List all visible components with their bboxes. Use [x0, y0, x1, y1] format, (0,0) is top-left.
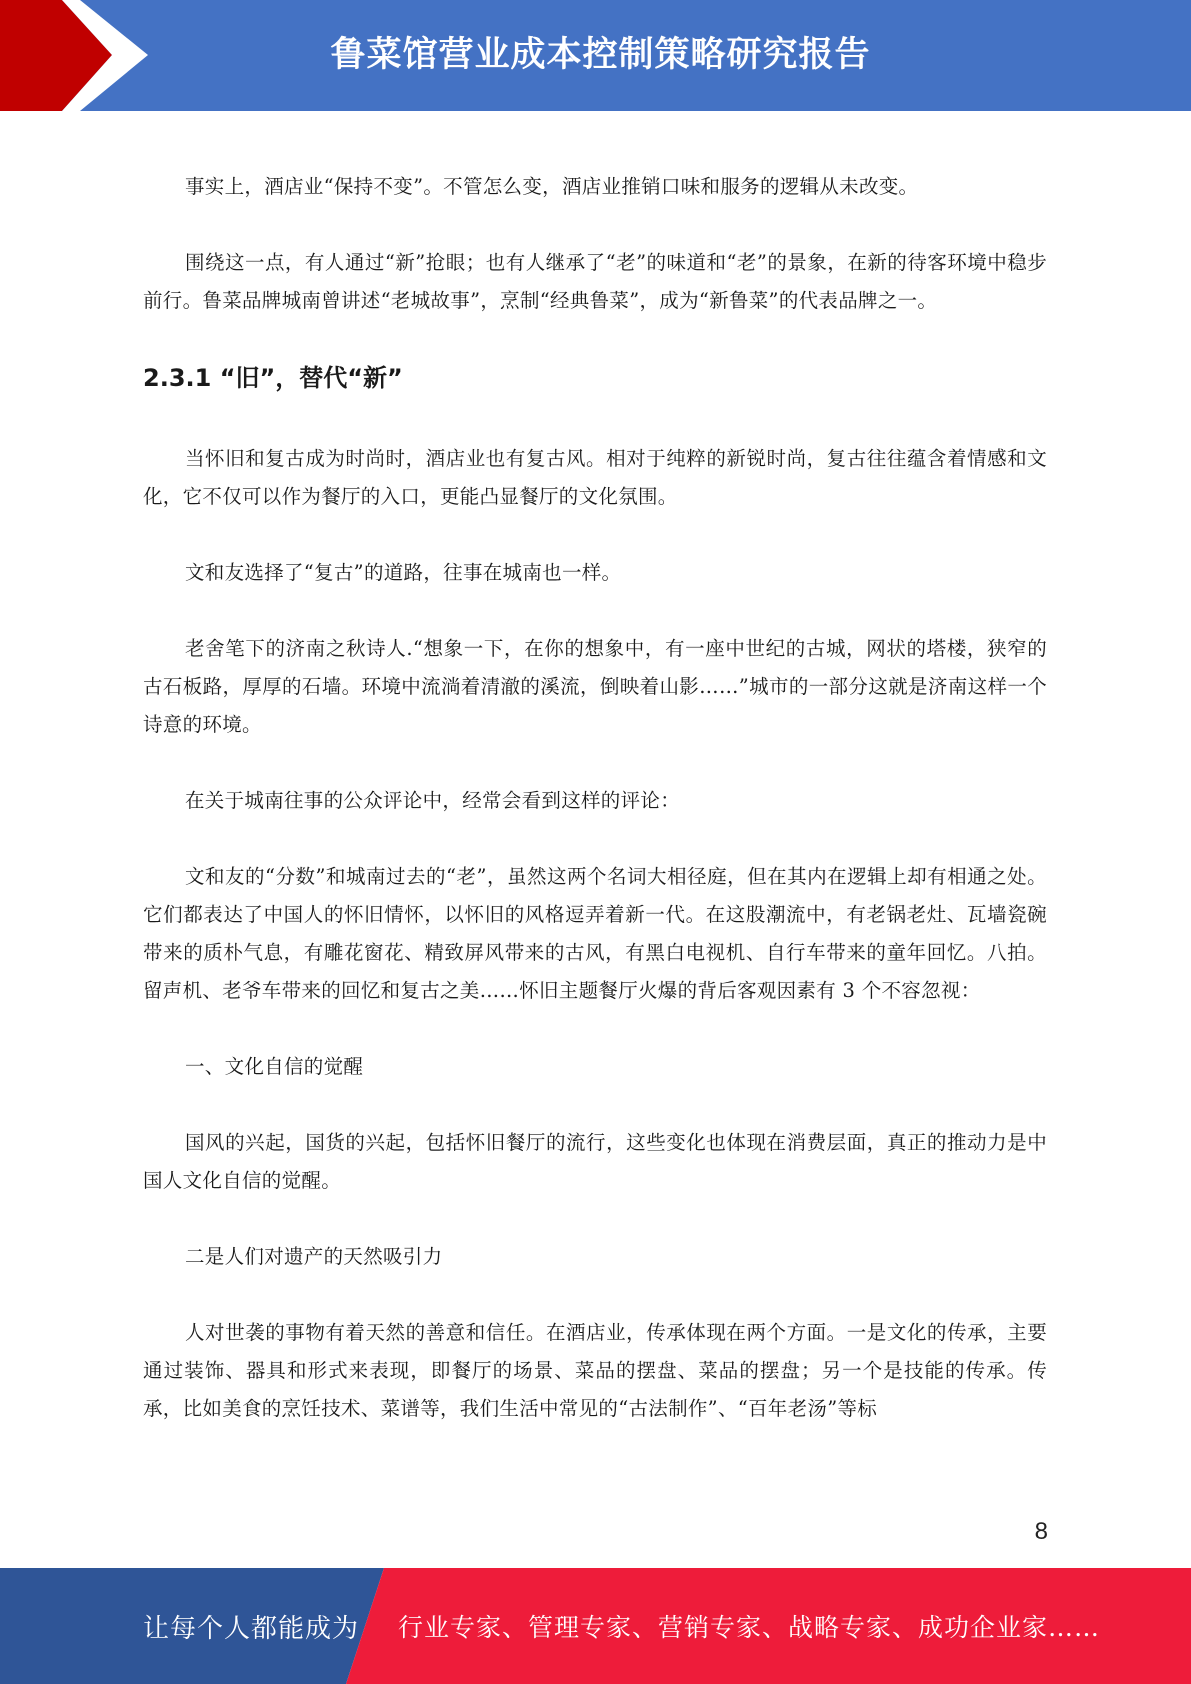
- paragraph: 事实上，酒店业“保持不变”。不管怎么变，酒店业推销口味和服务的逻辑从未改变。: [185, 175, 919, 198]
- paragraph: 文和友的“分数”和城南过去的“老”，虽然这两个名词大相径庭，但在其内在逻辑上却有相通之处。它们都表达了中国人的怀旧情怀，以怀旧的风格逗弄着新一代。在这股潮流中，有老锅老灶、瓦墙瓷碗带来的质朴气息，有雕花窗花、精致屏风带来的古风，有黑白电视机、自行车带来的童年回忆。八拍。留声机、老爷车带来的回忆和复古之美……怀旧主题餐厅火爆的背后客观因素有 3 个不容忽视：: [143, 865, 1047, 1002]
- paragraph: 文和友选择了“复古”的道路，往事在城南也一样。: [185, 561, 622, 584]
- paragraph: 围绕这一点，有人通过“新”抢眼；也有人继承了“老”的味道和“老”的景象，在新的待客环境中稳步前行。鲁菜品牌城南曾讲述“老城故事”，烹制“经典鲁菜”，成为“新鲁菜”的代表品牌之一。: [143, 251, 1047, 312]
- section-heading: 2.3.1 “旧”，替代“新”: [143, 364, 403, 392]
- list-item-heading: 一、文化自信的觉醒: [185, 1055, 364, 1078]
- paragraph: 人对世袭的事物有着天然的善意和信任。在酒店业，传承体现在两个方面。一是文化的传承，主要通过装饰、器具和形式来表现，即餐厅的场景、菜品的摆盘、菜品的摆盘；另一个是技能的传承。传承，比如美食的烹饪技术、菜谱等，我们生活中常见的“古法制作”、“百年老汤”等标: [143, 1321, 1047, 1420]
- list-item-heading: 二是人们对遗产的天然吸引力: [185, 1245, 443, 1268]
- paragraph: 老舍笔下的济南之秋诗人.“想象一下，在你的想象中，有一座中世纪的古城，网状的塔楼，狭窄的古石板路，厚厚的石墙。环境中流淌着清澈的溪流，倒映着山影……”城市的一部分这就是济南这样一个诗意的环境。: [143, 637, 1047, 736]
- page-number: 8: [1034, 1518, 1048, 1545]
- document-title: 鲁菜馆营业成本控制策略研究报告: [330, 35, 871, 75]
- footer-slogan-left: 让每个人都能成为: [143, 1613, 360, 1644]
- page-header: [0, 0, 1191, 111]
- page-content: [143, 168, 1047, 1466]
- footer-slogan-right: 行业专家、管理专家、营销专家、战略专家、成功企业家……: [398, 1613, 1101, 1642]
- paragraph: 当怀旧和复古成为时尚时，酒店业也有复古风。相对于纯粹的新锐时尚，复古往往蕴含着情感和文化，它不仅可以作为餐厅的入口，更能凸显餐厅的文化氛围。: [143, 447, 1047, 508]
- page-footer: [0, 1568, 1191, 1684]
- paragraph: 在关于城南往事的公众评论中，经常会看到这样的评论：: [185, 789, 681, 812]
- paragraph: 国风的兴起，国货的兴起，包括怀旧餐厅的流行，这些变化也体现在消费层面，真正的推动力是中国人文化自信的觉醒。: [143, 1131, 1047, 1192]
